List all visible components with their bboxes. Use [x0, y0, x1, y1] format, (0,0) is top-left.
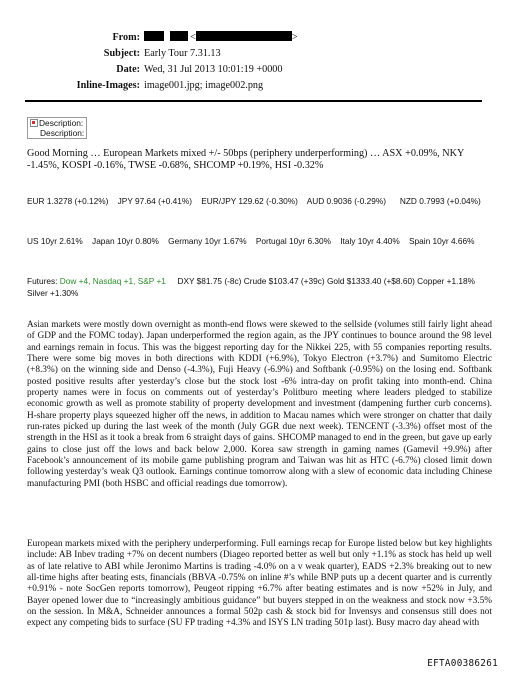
header-divider [25, 100, 482, 102]
from-label: From: [112, 32, 140, 43]
bond-portugal: Portugal 10yr 6.30% [255, 236, 331, 246]
intro-paragraph: Good Morning … European Markets mixed +/- 50bps (periphery underperforming) … ASX +0.09%, NKY -1.45%, KOSPI -0.16%, TWSE -0.68%, SHCOMP +0.19%, HSI -0.32% [27, 148, 464, 172]
fx-nzd: NZD 0.7993 (+0.04%) [399, 196, 481, 206]
fx-row [27, 196, 492, 207]
fx-aud: AUD 0.9036 (-0.29%) [306, 196, 387, 206]
from-bracket-close: > [291, 32, 298, 43]
fx-jpy: JPY 97.64 (+0.41%) [117, 196, 192, 206]
redaction-block [144, 31, 164, 41]
image-description-2: Description: [40, 128, 85, 138]
bond-germany: Germany 10yr 1.67% [168, 236, 247, 246]
date-row [0, 62, 512, 78]
futures-commodities: DXY $81.75 (-8c) Crude $103.47 (+39c) Gold $1333.40 (+$8.60) Copper +1.18% Silver +1.30% [27, 276, 476, 298]
email-header [0, 30, 512, 94]
from-bracket-open: < [190, 32, 196, 43]
from-row [0, 30, 512, 46]
fx-eur: EUR 1.3278 (+0.12%) [27, 196, 109, 206]
date-label: Date: [116, 64, 140, 75]
bond-italy: Italy 10yr 4.40% [340, 236, 400, 246]
europe-paragraph: European markets mixed with the periphery underperforming. Full earnings recap for Europe listed below but key highlights include: AB Inbev trading +7% on decent numbers (Diageo reported better as well but only +1.1% as stock has held up well as of late relative to ABI while Jeronimo Martins is trading -4.0% on a v weak quarter), EADS +2.3% breaking out to new all-time highs after beating ests, financials (BBVA -0.75% on inline #’s while BNP puts up a decent quarter and is currently +0.91% - note SocGen reports tomorrow), Peugeot ripping +6.7% after beating estimates and is now +52% in July, and Bayer opened lower due to “increasingly ambitious guidance” but buyers stepped in on the weakness and stock now +3.5% on the session. In M&A, Schneider announces a formal 502p cash & stock bid for Invensys and consensus still does not expect any competing bids to surface (SU FP trading +4.3% and ISYS LN trading 501p last). Busy macro day ahead with [27, 539, 492, 629]
futures-row [27, 276, 492, 299]
asia-paragraph: Asian markets were mostly down overnight as month-end flows were skewed to the sellside (volumes still fairly light ahead of GDP and the FOMC today). Japan underperformed the region again, as the JPY continues to bounce around the 98 level and earnings remain in focus. This was the biggest reporting day for the Nikkei 225, with 55 companies reporting results. There were some big moves in both directions with KDDI (+6.9%), Tokyo Electron (+3.7%) and Sumitomo Electric (+8.3%) on the winning side and Denso (-4.3%), Fuji Heavy (-6.9%) and Softbank (-0.95%) on the losing end. Softbank posted positive results after yesterday’s close but the stock lost -6% intra-day on profit taking into month-end. China property names were in focus on comments out of yesterday’s Politburo meeting where leaders pledged to stabilize economic growth as well as promote stability of property development and investment (dampening further curb concerns). H-share property plays squeezed higher off the news, in addition to Macau names which were stronger on chatter that daily run-rates picked up during the last week of the month (July GGR due next week). TENCENT (-3.3%) offset most of the strength in the HSI as it took a break from 6 straight days of gains. SHCOMP managed to end in the green, but gave up early gains to close just off the lows and back below 2,000. Korea saw strength in gaming names (Gamevil +9.9%) after Facebook’s announcement of its mobile game publishing program and Taiwan was hit as HTC (-6.7%) closed limit down following yesterday’s weak Q3 outlook. Earnings continue tomorrow along with a slew of economic data including Chinese manufacturing PMI (both HSBC and official readings due tomorrow). [27, 320, 492, 489]
inline-images-label: Inline-Images: [76, 80, 140, 91]
subject-row [0, 46, 512, 62]
inline-images-value: image001.jpg; image002.png [144, 80, 264, 91]
subject-label: Subject: [103, 48, 140, 59]
fx-eurjpy: EUR/JPY 129.62 (-0.30%) [201, 196, 298, 206]
bond-us: US 10yr 2.61% [27, 236, 83, 246]
bonds-row [27, 236, 492, 247]
redaction-block [196, 31, 292, 41]
inline-images-row [0, 78, 512, 94]
futures-label: Futures: [27, 276, 58, 286]
redaction-block [170, 31, 188, 41]
image-description-1: Description: [39, 118, 84, 128]
subject-value: Early Tour 7.31.13 [144, 48, 221, 59]
broken-image-icon [30, 119, 38, 127]
document-id: EFTA00386261 [427, 658, 498, 669]
date-value: Wed, 31 Jul 2013 10:01:19 +0000 [144, 64, 283, 75]
broken-image-placeholder [27, 117, 87, 139]
bond-japan: Japan 10yr 0.80% [92, 236, 159, 246]
from-value [144, 30, 298, 46]
bond-spain: Spain 10yr 4.66% [408, 236, 475, 246]
futures-indices: Dow +4, Nasdaq +1, S&P +1 [59, 276, 166, 286]
